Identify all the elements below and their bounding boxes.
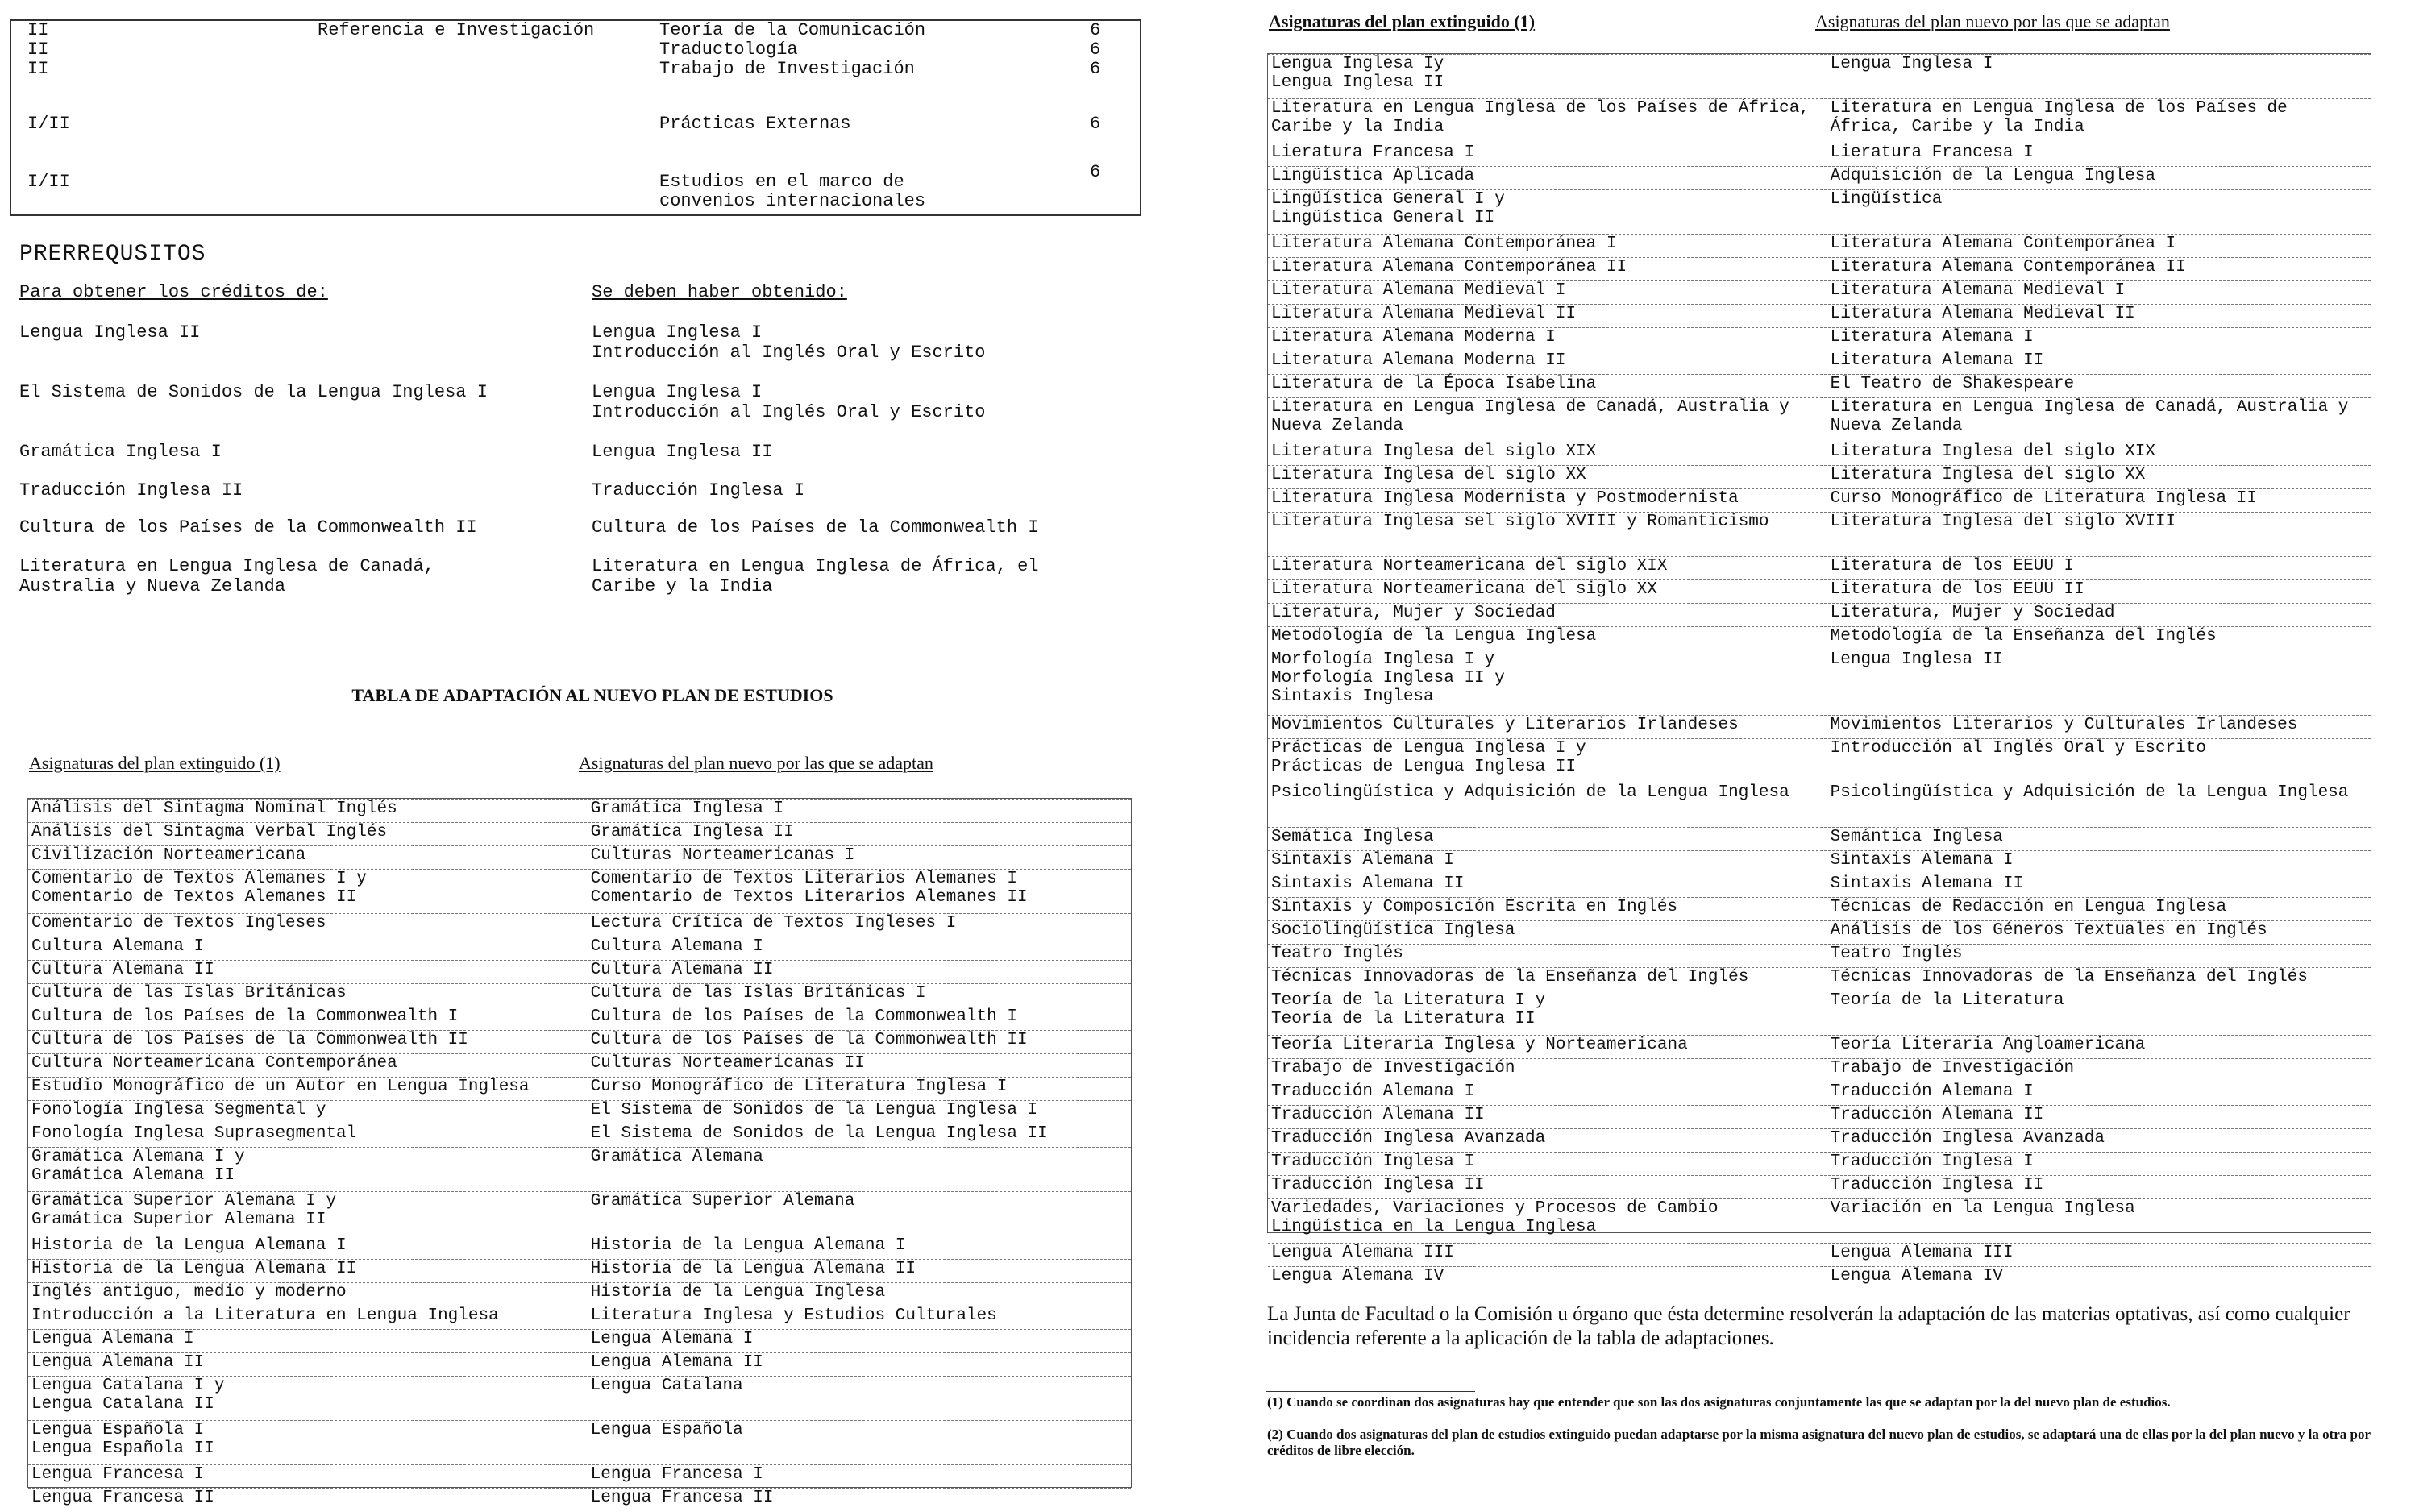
table-row bbox=[1268, 351, 2371, 375]
prerequisites-title: PRERREQUSITOS bbox=[19, 242, 206, 267]
old-subject-cell: Gramática Superior Alemana I y Gramática Superior Alemana II bbox=[31, 1192, 337, 1229]
new-subject-cell: Análisis de los Géneros Textuales en Inglés bbox=[1830, 921, 2267, 940]
table-row bbox=[1268, 304, 2371, 328]
table-row bbox=[1268, 257, 2371, 281]
new-plan-header: Asignaturas del plan nuevo por las que se adaptan bbox=[1815, 11, 2170, 31]
new-subject-cell: Cultura de las Islas Británicas I bbox=[590, 984, 926, 1003]
footnote-rule bbox=[1266, 1391, 1475, 1392]
old-subject-cell: Literatura, Mujer y Sociedad bbox=[1271, 604, 1556, 622]
new-subject-cell: Literatura Inglesa del siglo XVIII bbox=[1830, 513, 2176, 531]
table-row bbox=[28, 1464, 1131, 1489]
old-subject-cell: Teoría Literaria Inglesa y Norteamericana bbox=[1271, 1036, 1688, 1054]
table-row bbox=[28, 960, 1131, 984]
footnote-2: (2) Cuando dos asignaturas del plan de estudios extinguido puedan adaptarse por la misma asignatura del nuevo plan de estudios, se adaptará una de ellas por la del plan nuevo y la otra por créditos de libre elección. bbox=[1267, 1427, 2371, 1458]
new-subject-cell: Literatura Alemana Medieval I bbox=[1830, 281, 2126, 300]
table-row bbox=[28, 869, 1131, 914]
old-subject-cell: Historia de la Lengua Alemana II bbox=[31, 1260, 357, 1278]
table-row bbox=[1268, 783, 2371, 828]
new-subject-cell: El Sistema de Sonidos de la Lengua Inglesa II bbox=[590, 1124, 1048, 1143]
old-subject-cell: Lengua Francesa II bbox=[31, 1489, 214, 1507]
new-subject-cell: Literatura de los EEUU II bbox=[1830, 580, 2084, 599]
old-subject-cell: Lengua Catalana I y Lengua Catalana II bbox=[31, 1377, 225, 1414]
table-row bbox=[1268, 556, 2371, 580]
table-row bbox=[1268, 465, 2371, 489]
new-subject-cell: Técnicas Innovadoras de la Enseñanza del Inglés bbox=[1830, 968, 2308, 987]
old-subject-cell: Lengua Inglesa Iy Lengua Inglesa II bbox=[1271, 55, 1444, 92]
new-subject-cell: Literatura Inglesa del siglo XX bbox=[1830, 466, 2146, 484]
table-row bbox=[1268, 715, 2371, 739]
new-subject-cell: Sintaxis Alemana II bbox=[1830, 874, 2024, 893]
table-row bbox=[1268, 967, 2371, 991]
table-row bbox=[28, 1030, 1131, 1054]
table-row bbox=[1268, 189, 2371, 235]
old-subject-cell: Análisis del Sintagma Nominal Inglés bbox=[31, 800, 397, 818]
new-subject-cell: Cultura de los Países de la Commonwealth I bbox=[590, 1007, 1017, 1026]
table-row bbox=[1268, 397, 2371, 442]
old-subject-cell: Literatura en Lengua Inglesa de Canadá, Australia y Nueva Zelanda bbox=[1271, 398, 1789, 435]
old-subject-cell: Cultura de los Países de la Commonwealth II bbox=[31, 1031, 468, 1049]
adaptation-table-title: TABLA DE ADAPTACIÓN AL NUEVO PLAN DE ESTUDIOS bbox=[351, 685, 833, 705]
new-subject-cell: Introducción al Inglés Oral y Escrito bbox=[1830, 739, 2206, 758]
table-row bbox=[1268, 54, 2371, 99]
table-row bbox=[1268, 1058, 2371, 1082]
old-subject-cell: Movimientos Culturales y Literarios Irlandeses bbox=[1271, 716, 1739, 734]
old-subject-cell: Cultura de las Islas Británicas bbox=[31, 984, 347, 1003]
new-subject-cell: Psicolingüística y Adquisición de la Lengua Inglesa bbox=[1830, 783, 2349, 802]
table-row bbox=[28, 1007, 1131, 1031]
old-subject-cell: Literatura Alemana Medieval II bbox=[1271, 305, 1577, 323]
old-subject-cell: Introducción a la Literatura en Lengua Inglesa bbox=[31, 1306, 499, 1325]
new-subject-cell: Literatura Alemana I bbox=[1830, 328, 2034, 347]
table-row bbox=[28, 1236, 1131, 1260]
table-row bbox=[1268, 650, 2371, 716]
new-subject-cell: Literatura Alemana Contemporánea I bbox=[1830, 235, 2176, 253]
table-row bbox=[1268, 1152, 2371, 1176]
new-subject-cell: Literatura Alemana II bbox=[1830, 351, 2044, 370]
new-subject-cell: Historia de la Lengua Alemana II bbox=[590, 1260, 916, 1278]
new-subject-cell: Cultura de los Países de la Commonwealth II bbox=[590, 1031, 1028, 1049]
table-row bbox=[28, 1329, 1131, 1353]
new-plan-header: Asignaturas del plan nuevo por las que se adaptan bbox=[579, 753, 933, 773]
new-subject-cell: Movimientos Literarios y Culturales Irlandeses bbox=[1830, 716, 2298, 734]
old-plan-header: Asignaturas del plan extinguido (1) bbox=[1269, 11, 1536, 31]
new-subject-cell: Semántica Inglesa bbox=[1830, 828, 2003, 846]
table-row bbox=[1268, 991, 2371, 1036]
old-subject-cell: Lengua Alemana IV bbox=[1271, 1267, 1444, 1286]
table-row bbox=[28, 1100, 1131, 1124]
adaptation-table-left bbox=[27, 798, 1132, 1507]
new-subject-cell: Lengua Alemana III bbox=[1830, 1244, 2014, 1262]
old-subject-cell: Literatura Inglesa del siglo XX bbox=[1271, 466, 1586, 484]
table-row bbox=[28, 937, 1131, 961]
new-subject-cell: Traducción Inglesa Avanzada bbox=[1830, 1129, 2105, 1148]
old-subject-cell: Literatura Alemana Contemporánea II bbox=[1271, 258, 1627, 276]
new-subject-cell: Teoría Literaria Angloamericana bbox=[1830, 1036, 2146, 1054]
table-row bbox=[1268, 1082, 2371, 1106]
old-subject-cell: Fonología Inglesa Suprasegmental bbox=[31, 1124, 357, 1143]
table-row bbox=[1268, 234, 2371, 258]
new-subject-cell: Variación en la Lengua Inglesa bbox=[1830, 1199, 2135, 1218]
old-subject-cell: Sintaxis Alemana I bbox=[1271, 851, 1454, 870]
old-subject-cell: Prácticas de Lengua Inglesa I y Prácticas de Lengua Inglesa II bbox=[1271, 739, 1586, 776]
old-subject-cell: Fonología Inglesa Segmental y bbox=[31, 1101, 326, 1119]
adaptation-table-right bbox=[1267, 53, 2371, 1286]
old-subject-cell: Literatura Norteamericana del siglo XIX bbox=[1271, 557, 1668, 575]
old-subject-cell: Variedades, Variaciones y Procesos de Cambio Lingüística en la Lengua Inglesa bbox=[1271, 1199, 1719, 1236]
table-row bbox=[28, 1376, 1131, 1421]
old-subject-cell: Traducción Alemana II bbox=[1271, 1106, 1485, 1124]
prereq-header-credits: Para obtener los créditos de: bbox=[19, 282, 328, 302]
old-subject-cell: Estudio Monográfico de un Autor en Lengua Inglesa bbox=[31, 1078, 530, 1096]
old-subject-cell: Lingüística Aplicada bbox=[1271, 167, 1475, 185]
table-row bbox=[28, 1282, 1131, 1306]
old-subject-cell: Historia de la Lengua Alemana I bbox=[31, 1236, 347, 1255]
old-subject-cell: Lengua Alemana III bbox=[1271, 1244, 1454, 1262]
old-subject-cell: Cultura de los Países de la Commonwealth I bbox=[31, 1007, 459, 1026]
old-subject-cell: Psicolingüística y Adquisición de la Lengua Inglesa bbox=[1271, 783, 1789, 802]
new-subject-cell: Lieratura Francesa I bbox=[1830, 143, 2034, 162]
old-subject-cell: Técnicas Innovadoras de la Enseñanza del Inglés bbox=[1271, 968, 1749, 987]
table-row bbox=[1268, 920, 2371, 945]
old-subject-cell: Traducción Inglesa I bbox=[1271, 1153, 1475, 1171]
table-row bbox=[1268, 897, 2371, 921]
new-subject-cell: Lengua Catalana bbox=[590, 1377, 743, 1395]
old-subject-cell: Literatura Inglesa Modernista y Postmodernista bbox=[1271, 489, 1739, 508]
table-row bbox=[1268, 1266, 2371, 1290]
old-subject-cell: Sociolingüística Inglesa bbox=[1271, 921, 1515, 940]
new-subject-cell: Literatura Inglesa del siglo XIX bbox=[1830, 442, 2155, 461]
table-row bbox=[28, 1191, 1131, 1236]
old-subject-cell: Gramática Alemana I y Gramática Alemana II bbox=[31, 1148, 245, 1185]
new-subject-cell: Metodología de la Enseñanza del Inglés bbox=[1830, 627, 2217, 646]
table-row bbox=[1268, 1198, 2371, 1244]
table-row bbox=[1268, 944, 2371, 968]
table-row bbox=[1268, 603, 2371, 627]
table-row bbox=[1268, 488, 2371, 513]
new-subject-cell: Lengua Inglesa II bbox=[1830, 650, 2003, 669]
table-row bbox=[1268, 374, 2371, 398]
table-row bbox=[28, 799, 1131, 823]
new-subject-cell: Literatura en Lengua Inglesa de los Países de África, Caribe y la India bbox=[1830, 99, 2288, 136]
new-subject-cell: Literatura Inglesa y Estudios Culturales bbox=[590, 1306, 997, 1325]
table-row bbox=[28, 1147, 1131, 1192]
new-subject-cell: Lengua Alemana I bbox=[590, 1330, 754, 1348]
new-subject-cell: Traducción Alemana II bbox=[1830, 1106, 2044, 1124]
old-subject-cell: Semática Inglesa bbox=[1271, 828, 1434, 846]
table-row bbox=[1268, 166, 2371, 190]
new-subject-cell: Trabajo de Investigación bbox=[1830, 1059, 2075, 1078]
table-row bbox=[1268, 738, 2371, 783]
new-subject-cell: Gramática Inglesa II bbox=[590, 823, 794, 841]
old-subject-cell: Sintaxis Alemana II bbox=[1271, 874, 1465, 893]
table-row bbox=[1268, 1175, 2371, 1199]
new-subject-cell: El Sistema de Sonidos de la Lengua Inglesa I bbox=[590, 1101, 1038, 1119]
old-subject-cell: Literatura Alemana Contemporánea I bbox=[1271, 235, 1617, 253]
table-row bbox=[28, 1352, 1131, 1377]
old-subject-cell: Sintaxis y Composición Escrita en Inglés bbox=[1271, 898, 1678, 916]
table-row bbox=[1268, 827, 2371, 851]
old-subject-cell: Lieratura Francesa I bbox=[1271, 143, 1475, 162]
old-subject-cell: Metodología de la Lengua Inglesa bbox=[1271, 627, 1597, 646]
table-row bbox=[1268, 579, 2371, 604]
new-subject-cell: Literatura Alemana Contemporánea II bbox=[1830, 258, 2186, 276]
new-subject-cell: Sintaxis Alemana I bbox=[1830, 851, 2014, 870]
old-subject-cell: Lengua Francesa I bbox=[31, 1465, 205, 1484]
new-subject-cell: Historia de la Lengua Alemana I bbox=[590, 1236, 906, 1255]
footnote-1: (1) Cuando se coordinan dos asignaturas hay que entender que son las dos asignaturas conjuntamente las que se adaptan por la del nuevo plan de estudios. bbox=[1267, 1394, 2171, 1410]
new-subject-cell: Lengua Francesa II bbox=[590, 1489, 774, 1507]
old-subject-cell: Civilización Norteamericana bbox=[31, 846, 306, 865]
table-row bbox=[28, 845, 1131, 870]
old-subject-cell: Literatura Inglesa sel siglo XVIII y Romanticismo bbox=[1271, 513, 1769, 531]
table-row bbox=[1268, 874, 2371, 898]
old-subject-cell: Teatro Inglés bbox=[1271, 945, 1403, 963]
new-subject-cell: Literatura, Mujer y Sociedad bbox=[1830, 604, 2115, 622]
table-row bbox=[1268, 1035, 2371, 1059]
table-row bbox=[1268, 327, 2371, 351]
new-subject-cell: Lengua Inglesa I bbox=[1830, 55, 1993, 73]
table-row bbox=[28, 1124, 1131, 1148]
closing-note: La Junta de Facultad o la Comisión u órgano que ésta determine resolverán la adaptación de las materias optativas, así como cualquier incidencia referente a la aplicación de la tabla de adaptaciones. bbox=[1267, 1303, 2350, 1349]
old-subject-cell: Cultura Alemana I bbox=[31, 937, 205, 956]
old-subject-cell: Literatura Norteamericana del siglo XX bbox=[1271, 580, 1657, 599]
new-subject-cell: Teatro Inglés bbox=[1830, 945, 1963, 963]
new-subject-cell: Traducción Alemana I bbox=[1830, 1082, 2034, 1101]
table-row bbox=[1268, 280, 2371, 305]
new-subject-cell: Historia de la Lengua Inglesa bbox=[590, 1283, 886, 1302]
old-subject-cell: Comentario de Textos Ingleses bbox=[31, 914, 326, 933]
new-subject-cell: Curso Monográfico de Literatura Inglesa I bbox=[590, 1078, 1008, 1096]
old-subject-cell: Traducción Inglesa Avanzada bbox=[1271, 1129, 1546, 1148]
table-row bbox=[28, 1420, 1131, 1465]
table-row bbox=[28, 822, 1131, 846]
table-row bbox=[1268, 512, 2371, 557]
new-subject-cell: Técnicas de Redacción en Lengua Inglesa bbox=[1830, 898, 2227, 916]
old-subject-cell: Traducción Inglesa II bbox=[1271, 1176, 1485, 1194]
table-row bbox=[28, 913, 1131, 937]
table-row bbox=[28, 1053, 1131, 1078]
new-subject-cell: Gramática Alemana bbox=[590, 1148, 763, 1166]
old-subject-cell: Trabajo de Investigación bbox=[1271, 1059, 1515, 1078]
old-plan-header: Asignaturas del plan extinguido (1) bbox=[29, 753, 281, 773]
table-row bbox=[1268, 143, 2371, 167]
new-subject-cell: Cultura Alemana I bbox=[590, 937, 763, 956]
old-subject-cell: Cultura Norteamericana Contemporánea bbox=[31, 1054, 397, 1073]
table-row bbox=[1268, 442, 2371, 466]
new-subject-cell: Culturas Norteamericanas II bbox=[590, 1054, 865, 1073]
new-subject-cell: Lectura Crítica de Textos Ingleses I bbox=[590, 914, 957, 933]
new-subject-cell: Lengua Alemana II bbox=[590, 1353, 763, 1372]
table-row bbox=[1268, 1128, 2371, 1153]
old-subject-cell: Análisis del Sintagma Verbal Inglés bbox=[31, 823, 388, 841]
new-subject-cell: Cultura Alemana II bbox=[590, 961, 774, 979]
new-subject-cell: Traducción Inglesa I bbox=[1830, 1153, 2034, 1171]
new-subject-cell: Teoría de la Literatura bbox=[1830, 991, 2064, 1010]
table-row bbox=[1268, 626, 2371, 650]
table-row bbox=[1268, 1243, 2371, 1267]
elective-subjects-table: II Referencia e Investigación Teoría de la Comunicación 6 II Traductología 6 II Trabajo de Investigación 6 I/II Prácticas Externas 6 I/II Estudios en el marco de convenios internacionales 6 bbox=[10, 19, 1141, 216]
table-row bbox=[1268, 98, 2371, 143]
new-subject-cell: Traducción Inglesa II bbox=[1830, 1176, 2044, 1194]
old-subject-cell: Teoría de la Literatura I y Teoría de la Literatura II bbox=[1271, 991, 1546, 1028]
old-subject-cell: Literatura Alemana Medieval I bbox=[1271, 281, 1566, 300]
new-subject-cell: Adquisición de la Lengua Inglesa bbox=[1830, 167, 2155, 185]
new-subject-cell: Lengua Francesa I bbox=[590, 1465, 763, 1484]
new-subject-cell: Lingüística bbox=[1830, 190, 1943, 209]
new-subject-cell: Gramática Inglesa I bbox=[590, 800, 784, 818]
old-subject-cell: Lengua Española I Lengua Española II bbox=[31, 1421, 214, 1458]
new-subject-cell: Literatura Alemana Medieval II bbox=[1830, 305, 2135, 323]
table-row bbox=[28, 1306, 1131, 1330]
new-subject-cell: El Teatro de Shakespeare bbox=[1830, 375, 2075, 393]
old-subject-cell: Literatura Alemana Moderna II bbox=[1271, 351, 1566, 370]
old-subject-cell: Cultura Alemana II bbox=[31, 961, 214, 979]
old-subject-cell: Inglés antiguo, medio y moderno bbox=[31, 1283, 347, 1302]
new-subject-cell: Culturas Norteamericanas I bbox=[590, 846, 855, 865]
old-subject-cell: Literatura Alemana Moderna I bbox=[1271, 328, 1556, 347]
table-row bbox=[28, 983, 1131, 1007]
new-subject-cell: Literatura en Lengua Inglesa de Canadá, Australia y Nueva Zelanda bbox=[1830, 398, 2349, 435]
table-row bbox=[28, 1259, 1131, 1283]
old-subject-cell: Literatura de la Época Isabelina bbox=[1271, 375, 1597, 393]
old-subject-cell: Comentario de Textos Alemanes I y Comentario de Textos Alemanes II bbox=[31, 870, 367, 907]
new-subject-cell: Curso Monográfico de Literatura Inglesa II bbox=[1830, 489, 2257, 508]
old-subject-cell: Literatura Inglesa del siglo XIX bbox=[1271, 442, 1597, 461]
old-subject-cell: Lengua Alemana II bbox=[31, 1353, 205, 1372]
prereq-header-required: Se deben haber obtenido: bbox=[592, 282, 847, 302]
old-subject-cell: Morfología Inglesa I y Morfología Inglesa II y Sintaxis Inglesa bbox=[1271, 650, 1505, 706]
table-row bbox=[1268, 850, 2371, 874]
new-subject-cell: Gramática Superior Alemana bbox=[590, 1192, 855, 1211]
new-subject-cell: Lengua Española bbox=[590, 1421, 743, 1439]
table-row bbox=[28, 1488, 1131, 1512]
table-row bbox=[1268, 1105, 2371, 1129]
new-subject-cell: Comentario de Textos Literarios Alemanes I Comentario de Textos Literarios Alemanes II bbox=[590, 870, 1028, 907]
new-subject-cell: Lengua Alemana IV bbox=[1830, 1267, 2003, 1286]
table-row bbox=[28, 1077, 1131, 1101]
old-subject-cell: Lengua Alemana I bbox=[31, 1330, 194, 1348]
new-subject-cell: Literatura de los EEUU I bbox=[1830, 557, 2075, 575]
old-subject-cell: Traducción Alemana I bbox=[1271, 1082, 1475, 1101]
old-subject-cell: Literatura en Lengua Inglesa de los Países de África, Caribe y la India bbox=[1271, 99, 1810, 136]
old-subject-cell: Lingüística General I y Lingüística General II bbox=[1271, 190, 1505, 227]
